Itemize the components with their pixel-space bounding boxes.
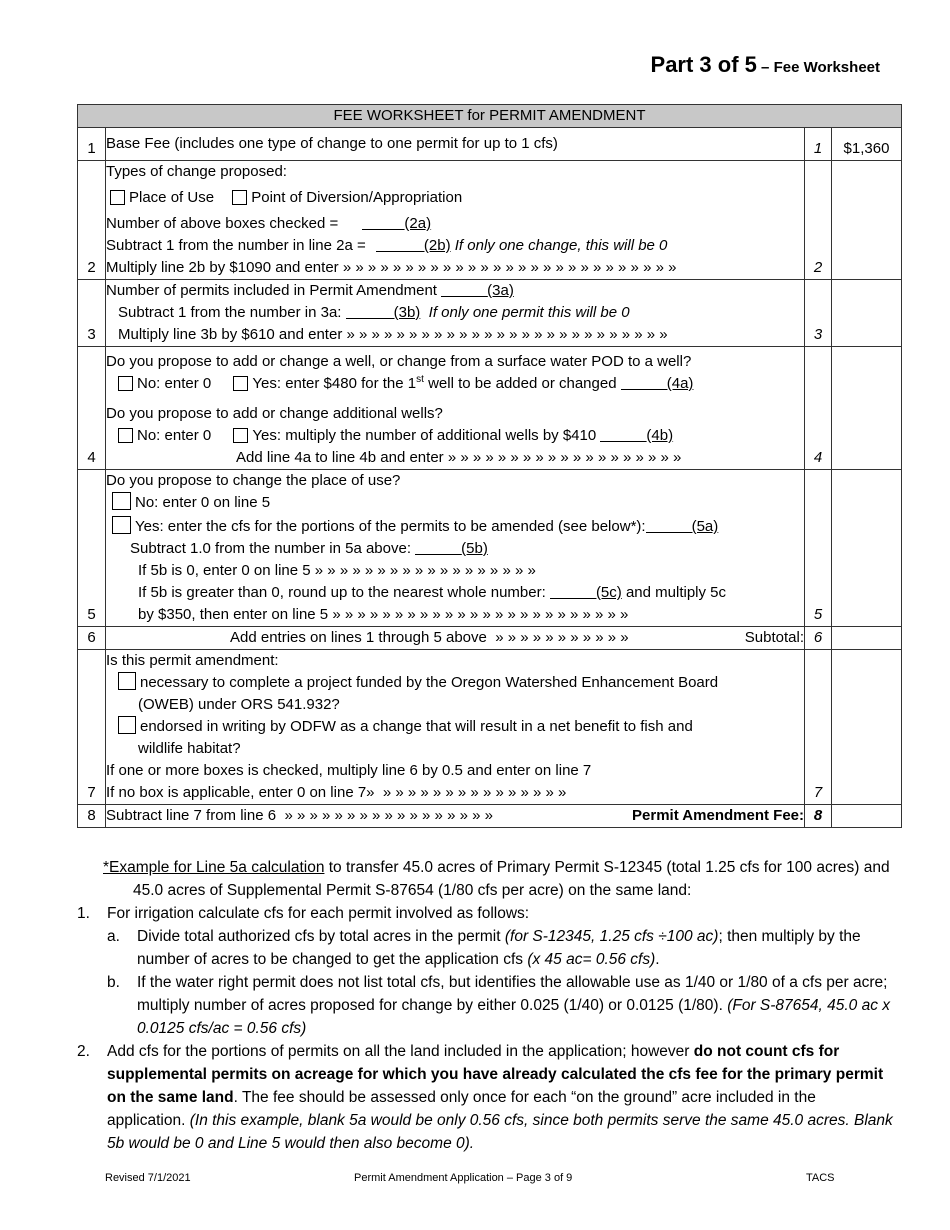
oweb-label-cont: (OWEB) under ORS 541.932? xyxy=(138,696,340,713)
tag-2b: (2b) xyxy=(423,237,451,254)
arrows: » » » » » » » » » » » » » » » » » » xyxy=(314,562,536,579)
if-5b-gt-label: If 5b is greater than 0, round up to the nearest whole number: xyxy=(138,584,546,601)
pod-label: Point of Diversion/Appropriation xyxy=(251,189,463,206)
line-ref: 5 xyxy=(805,470,832,627)
blank-4b[interactable] xyxy=(600,427,646,442)
odfw-checkbox[interactable] xyxy=(118,716,136,734)
multiply-5c-label: and multiply 5c xyxy=(621,584,726,601)
arrows: » » » » » » » » » » » xyxy=(495,629,629,646)
by-350-label: by $350, then enter on line 5 xyxy=(138,606,329,623)
table-row xyxy=(78,280,902,347)
line-ref: 6 xyxy=(805,627,832,650)
oweb-label: necessary to complete a project funded by the Oregon Watershed Enhancement Board xyxy=(140,674,719,691)
line-ref: 7 xyxy=(805,650,832,805)
example-intro: *Example for Line 5a calculation to transfer 45.0 acres of Primary Permit S-12345 (total 1.25 cfs for 100 acres) and 45.0 acres of Supplemental Permit S-87654 (1/80 cfs per acre) on the same land: xyxy=(103,859,890,899)
line-number: 5 xyxy=(78,470,106,627)
line-number: 1 xyxy=(78,128,106,161)
multiply-2b-label: Multiply line 2b by $1090 and enter xyxy=(106,259,339,276)
if-checked-label: If one or more boxes is checked, multiply line 6 by 0.5 and enter on line 7 xyxy=(106,762,592,779)
pod-checkbox[interactable] xyxy=(232,190,247,205)
example-label: *Example for Line 5a calculation xyxy=(103,859,325,876)
subtract-7-label: Subtract line 7 from line 6 xyxy=(106,807,277,824)
add-4a-4b-label: Add line 4a to line 4b and enter xyxy=(236,449,444,466)
line-ref: 2 xyxy=(805,161,832,280)
tag-3a: (3a) xyxy=(487,282,514,299)
table-row xyxy=(78,805,902,828)
list-item: b. If the water right permit does not list total cfs, but identifies the allowable use as 1/40 or 1/80 of a cfs per acre; multiply number of acres proposed for change by either 0.025 (1/40) or 0.0125 (1/80). (For S-87654, 45.0 ac x 0.0125 cfs/ac = 0.56 cfs) xyxy=(107,974,891,1037)
line-number: 2 xyxy=(78,161,106,280)
oweb-checkbox[interactable] xyxy=(118,672,136,690)
tag-3b: (3b) xyxy=(393,304,421,321)
types-label: Types of change proposed: xyxy=(106,163,287,180)
list-item: a. Divide total authorized cfs by total acres in the permit (for S-12345, 1.25 cfs ÷100 ac); then multiply by the number of acres to be changed to get the application cfs (x 45 ac= 0.56 cfs). xyxy=(107,928,861,968)
well-question: Do you propose to add or change a well, or change from a surface water POD to a well? xyxy=(106,353,692,370)
tag-5c: (5c) xyxy=(595,584,622,601)
subtract-3a-label: Subtract 1 from the number in 3a: xyxy=(118,304,342,321)
line2-amount[interactable] xyxy=(832,161,902,280)
well-yes-checkbox[interactable] xyxy=(233,376,248,391)
place-of-use-checkbox[interactable] xyxy=(110,190,125,205)
list-item: 2. Add cfs for the portions of permits on all the land included in the application; however do not count cfs for supplemental permits on acreage for which you have already calculated the cfs fee for the primary permit on the same land. The fee should be assessed only once for each “on the ground” acre included in the application. (In this example, blank 5a would be only 0.56 cfs, since both permits serve the same 45.0 acres. Blank 5b would be 0 and Line 5 would then also become 0). xyxy=(77,1043,893,1152)
note-3b: If only one permit this will be 0 xyxy=(428,304,630,321)
odfw-label-cont: wildlife habitat? xyxy=(138,740,241,757)
line-number: 6 xyxy=(78,627,106,650)
tag-4b: (4b) xyxy=(646,427,674,444)
blank-3a[interactable] xyxy=(441,282,487,297)
tag-4a: (4a) xyxy=(666,375,694,392)
base-fee-amount: $1,360 xyxy=(832,128,902,161)
tag-5a: (5a) xyxy=(691,518,719,535)
line-ref: 1 xyxy=(805,128,832,161)
table-row xyxy=(78,161,902,280)
blank-3b[interactable] xyxy=(346,304,394,319)
table-title: FEE WORKSHEET for PERMIT AMENDMENT xyxy=(78,105,902,128)
additional-wells-question: Do you propose to add or change additional wells? xyxy=(106,405,443,422)
pou-yes-label: Yes: enter the cfs for the portions of the permits to be amended (see below*): xyxy=(135,518,646,535)
list-item: 1. For irrigation calculate cfs for each permit involved as follows: xyxy=(77,905,530,922)
pou-no-label: No: enter 0 on line 5 xyxy=(135,494,271,511)
part-label: Part 3 of 5 xyxy=(650,52,757,77)
fee-worksheet-table xyxy=(77,104,902,828)
line4-amount[interactable] xyxy=(832,347,902,470)
if-none-label: If no box is applicable, enter 0 on line 7» xyxy=(106,784,375,801)
example-notes xyxy=(77,856,893,1155)
addl-wells-no-checkbox[interactable] xyxy=(118,428,133,443)
blank-4a[interactable] xyxy=(621,375,667,390)
arrows: » » » » » » » » » » » » » » » » » » » » » » » » » » xyxy=(346,326,668,343)
subtract-2a-label: Subtract 1 from the number in line 2a = xyxy=(106,237,366,254)
pou-yes-checkbox[interactable] xyxy=(112,516,131,534)
line-ref: 4 xyxy=(805,347,832,470)
addl-wells-no-label: No: enter 0 xyxy=(137,427,212,444)
subtotal-label: Subtotal: xyxy=(744,629,804,646)
line-number: 7 xyxy=(78,650,106,805)
table-row xyxy=(78,470,902,627)
permit-fee-amount[interactable] xyxy=(832,805,902,828)
blank-5c[interactable] xyxy=(550,584,596,599)
subtotal-amount[interactable] xyxy=(832,627,902,650)
permit-fee-label: Permit Amendment Fee: xyxy=(632,807,804,824)
line5-amount[interactable] xyxy=(832,470,902,627)
line-ref: 8 xyxy=(805,805,832,828)
footer-tacs: TACS xyxy=(806,1172,835,1184)
blank-5b[interactable] xyxy=(415,540,461,555)
table-row xyxy=(78,650,902,805)
well-no-checkbox[interactable] xyxy=(118,376,133,391)
place-of-use-label: Place of Use xyxy=(129,189,215,206)
pou-no-checkbox[interactable] xyxy=(112,492,131,510)
line7-amount[interactable] xyxy=(832,650,902,805)
blank-5a[interactable] xyxy=(646,518,692,533)
table-row xyxy=(78,128,902,161)
odfw-label: endorsed in writing by ODFW as a change that will result in a net benefit to fish and xyxy=(140,718,693,735)
arrows: » » » » » » » » » » » » » » » » » » » xyxy=(447,449,682,466)
line-ref: 3 xyxy=(805,280,832,347)
arrows: » » » » » » » » » » » » » » » » » » » » » » » » » » » xyxy=(342,259,677,276)
num-permits-label: Number of permits included in Permit Amendment xyxy=(106,282,437,299)
tag-2a: (2a) xyxy=(404,215,432,232)
well-yes-label: Yes: enter $480 for the 1st well to be added or changed xyxy=(252,374,617,392)
subtract-5a-label: Subtract 1.0 from the number in 5a above: xyxy=(130,540,411,557)
arrows: » » » » » » » » » » » » » » » » » xyxy=(284,807,493,824)
well-no-label: No: enter 0 xyxy=(137,375,212,392)
if-5b-zero-label: If 5b is 0, enter 0 on line 5 xyxy=(138,562,311,579)
addl-wells-yes-checkbox[interactable] xyxy=(233,428,248,443)
blank-2b[interactable] xyxy=(376,237,424,252)
part-subtitle: – Fee Worksheet xyxy=(756,59,880,76)
table-row xyxy=(78,627,902,650)
num-checked-label: Number of above boxes checked = xyxy=(106,215,339,232)
note-2b: If only one change, this will be 0 xyxy=(454,237,668,254)
part-heading xyxy=(651,52,880,78)
table-row xyxy=(78,347,902,470)
blank-2a[interactable] xyxy=(362,215,404,230)
multiply-3b-label: Multiply line 3b by $610 and enter xyxy=(118,326,343,343)
line1-text: Base Fee (includes one type of change to one permit for up to 1 cfs) xyxy=(106,128,805,161)
amendment-question: Is this permit amendment: xyxy=(106,652,279,669)
footer-page: Permit Amendment Application – Page 3 of 9 xyxy=(354,1172,573,1184)
place-of-use-question: Do you propose to change the place of use? xyxy=(106,472,401,489)
tag-5b: (5b) xyxy=(461,540,488,557)
line-number: 3 xyxy=(78,280,106,347)
arrows: » » » » » » » » » » » » » » » » » » » » » » » » xyxy=(332,606,629,623)
line-number: 4 xyxy=(78,347,106,470)
addl-wells-yes-label: Yes: multiply the number of additional wells by $410 xyxy=(252,427,597,444)
footer-revised: Revised 7/1/2021 xyxy=(105,1172,191,1184)
add-lines-label: Add entries on lines 1 through 5 above xyxy=(230,629,487,646)
line3-amount[interactable] xyxy=(832,280,902,347)
line-number: 8 xyxy=(78,805,106,828)
arrows: » » » » » » » » » » » » » » » xyxy=(382,784,567,801)
